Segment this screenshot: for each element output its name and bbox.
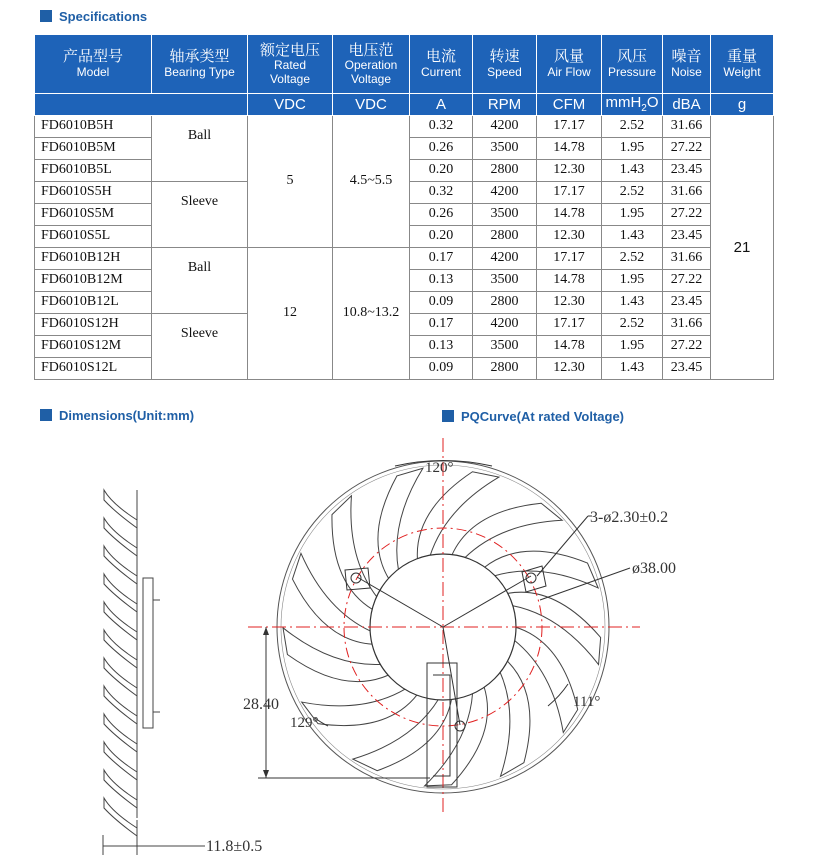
cell-noise: 31.66 [663,313,711,335]
cell-model: FD6010S5L [35,225,152,247]
side-blade [104,798,137,836]
cell-airflow: 12.30 [537,225,602,247]
side-blades [104,490,137,836]
specifications-heading-text: Specifications [59,9,148,24]
angle-right-label: 111° [573,694,601,710]
cell-speed: 2800 [473,159,537,181]
unit-weight: g [711,94,774,116]
cell-airflow: 14.78 [537,203,602,225]
header-zh: 风量 [553,47,584,66]
pqcurve-heading-text: PQCurve(At rated Voltage) [461,409,625,424]
cell-pressure: 1.95 [602,335,663,357]
cell-pressure: 2.52 [602,247,663,269]
cell-airflow: 17.17 [537,247,602,269]
cell-model: FD6010S12M [35,335,152,357]
header-en: Speed [487,64,522,79]
cell-current: 0.20 [410,225,473,247]
cell-noise: 31.66 [663,115,711,137]
cell-noise: 23.45 [663,357,711,379]
side-blade [104,518,137,556]
unit-pressure-part: O [646,94,659,111]
cell-current: 0.13 [410,269,473,291]
fan-blade [292,553,373,644]
side-blade [104,602,137,640]
header-zh: 噪音 [671,47,702,66]
cell-speed: 4200 [473,247,537,269]
holes-leader [537,516,588,576]
header-zh: 轴承类型 [169,47,230,66]
cell-pressure: 1.43 [602,357,663,379]
header-zh: 重量 [726,47,757,66]
header-en2: Voltage [269,71,311,86]
cell-speed: 2800 [473,357,537,379]
cell-model: FD6010B12M [35,269,152,291]
side-blade [104,686,137,724]
cell-speed: 3500 [473,269,537,291]
fan-side-view [103,490,205,855]
fan-blade [452,503,563,558]
cell-airflow: 17.17 [537,115,602,137]
cell-rated-voltage: 5 [248,115,333,247]
unit-rated-voltage: VDC [248,94,333,116]
cell-model: FD6010B5H [35,115,152,137]
cell-pressure: 2.52 [602,181,663,203]
cell-operation-voltage: 4.5~5.5 [333,115,410,247]
cell-current: 0.32 [410,181,473,203]
fan-blade [514,627,578,733]
cell-model: FD6010B5L [35,159,152,181]
cell-bearing: Sleeve [152,181,248,247]
side-blade [104,770,137,808]
header-en: Air Flow [547,64,591,79]
cell-current: 0.26 [410,203,473,225]
cell-current: 0.26 [410,137,473,159]
cell-model: FD6010S5M [35,203,152,225]
header-zh: 电压范 [348,40,394,59]
header-zh: 转速 [489,47,520,66]
side-blade [104,574,137,612]
header-en: Model [76,64,110,79]
cell-speed: 2800 [473,291,537,313]
header-en2: Voltage [350,71,392,86]
dimensions-heading-text: Dimensions(Unit:mm) [59,408,195,423]
cell-current: 0.09 [410,291,473,313]
cell-speed: 4200 [473,313,537,335]
header-en: Operation [344,57,398,72]
cell-noise: 23.45 [663,291,711,313]
cell-speed: 4200 [473,115,537,137]
cell-model: FD6010B12L [35,291,152,313]
header-zh: 电流 [425,47,456,66]
side-blade [104,630,137,668]
cell-speed: 2800 [473,225,537,247]
cell-airflow: 12.30 [537,357,602,379]
header-en: Current [420,64,461,79]
cell-bearing: Ball [152,115,248,181]
header-zh: 产品型号 [62,47,123,66]
cell-current: 0.17 [410,247,473,269]
angle-arc-right [548,684,568,706]
unit-pressure-part: mmH [605,94,642,111]
diameter-label: ø38.00 [632,560,676,577]
cell-noise: 27.22 [663,335,711,357]
fan-blade [332,496,377,610]
cell-pressure: 1.43 [602,291,663,313]
side-blade [104,490,137,528]
unit-speed: RPM [473,94,537,116]
cell-current: 0.20 [410,159,473,181]
header-en: Pressure [607,64,657,79]
header-en: Weight [723,64,761,79]
unit-operation-voltage: VDC [333,94,410,116]
cell-pressure: 2.52 [602,313,663,335]
cell-pressure: 1.95 [602,269,663,291]
cell-speed: 4200 [473,181,537,203]
cell-pressure: 1.95 [602,203,663,225]
fan-blade [500,660,530,776]
cell-operation-voltage: 10.8~13.2 [333,247,410,379]
header-zh: 风压 [616,47,647,66]
header-en: Rated [273,57,307,72]
cell-airflow: 14.78 [537,137,602,159]
cell-model: FD6010S12L [35,357,152,379]
side-blade [104,658,137,696]
cell-speed: 3500 [473,203,537,225]
cell-speed: 3500 [473,335,537,357]
side-hub [143,578,153,728]
cell-bearing: Ball [152,247,248,313]
cell-airflow: 17.17 [537,181,602,203]
cell-noise: 27.22 [663,137,711,159]
cell-model: FD6010B12H [35,247,152,269]
header-en: Bearing Type [164,64,235,79]
cell-noise: 27.22 [663,203,711,225]
cell-model: FD6010S5H [35,181,152,203]
fan-blade [302,689,418,726]
angle-left-label: 129° [290,715,319,731]
cell-airflow: 12.30 [537,159,602,181]
cell-airflow: 14.78 [537,269,602,291]
cell-airflow: 12.30 [537,291,602,313]
cell-pressure: 1.43 [602,225,663,247]
height-dim-label: 28.40 [243,696,279,713]
cell-weight: 21 [711,115,774,379]
cell-current: 0.17 [410,313,473,335]
cell-model: FD6010S12H [35,313,152,335]
cell-speed: 3500 [473,137,537,159]
cell-pressure: 1.95 [602,137,663,159]
cell-noise: 23.45 [663,159,711,181]
cell-noise: 23.45 [663,225,711,247]
cell-rated-voltage: 12 [248,247,333,379]
fan-blade [417,472,499,560]
cell-bearing: Sleeve [152,313,248,379]
cell-airflow: 14.78 [537,335,602,357]
cell-current: 0.13 [410,335,473,357]
cell-noise: 31.66 [663,247,711,269]
cell-pressure: 2.52 [602,115,663,137]
fan-front-view [248,438,640,812]
thickness-label: 11.8±0.5 [206,838,263,855]
holes-label: 3-ø2.30±0.2 [590,509,669,526]
unit-noise: dBA [663,94,711,116]
angle-top-label: 120° [425,460,454,476]
cell-noise: 31.66 [663,181,711,203]
cell-current: 0.32 [410,115,473,137]
cell-pressure: 1.43 [602,159,663,181]
cell-model: FD6010B5M [35,137,152,159]
cell-noise: 27.22 [663,269,711,291]
cell-airflow: 17.17 [537,313,602,335]
unit-pressure-part: 2 [641,103,647,114]
header-en: Noise [671,64,702,79]
side-blade [104,742,137,780]
side-blade [104,714,137,752]
cell-current: 0.09 [410,357,473,379]
header-zh: 额定电压 [259,40,320,59]
unit-airflow: CFM [537,94,602,116]
unit-current: A [410,94,473,116]
side-blade [104,546,137,584]
